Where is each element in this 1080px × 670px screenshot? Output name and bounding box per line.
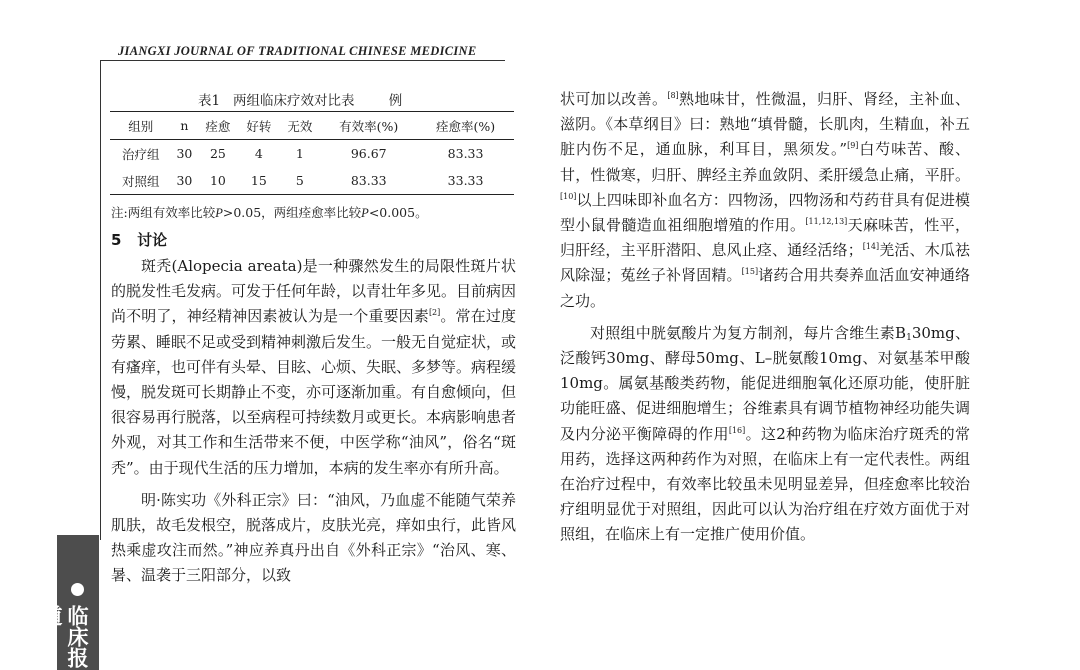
- header-rule: [100, 60, 505, 61]
- column-header: n: [180, 118, 189, 133]
- text-run: 状可加以改善。: [560, 90, 668, 108]
- citation: [2]: [428, 308, 441, 318]
- note-text: 注:两组有效率比较: [111, 205, 216, 220]
- citation: [14]: [862, 242, 880, 252]
- journal-header: JIANGXI JOURNAL OF TRADITIONAL CHINESE MEDICINE: [118, 44, 477, 58]
- paragraph: 明·陈实功《外科正宗》曰：“油风，乃血虚不能随气荣养肌肤，故毛发根空，脱落成片，皮肤光亮，痒如虫行，此皆风热乘虚攻注而然。”神应养真丹出自《外科正宗》“治风、寒、暑、温袭于三阳部分，以致: [111, 490, 517, 585]
- citation: [9]: [847, 141, 859, 151]
- text-run: 。常在过度劳累、睡眠不足或受到精神刺激后发生。一般无自觉症状，或有瘙痒，也可伴有头晕、目眩、心烦、失眠、多梦等。病程缓慢，脱发斑可长期静止不变，亦可逐渐加重。有自愈倾向，但很容易再行脱落，以至病程可持续数月或更长。本病影响患者外观，对其工作和生活带来不便，中医学称“油风”，俗名“斑秃”。由于现代生活的压力增加，本病的发生率亦有所升高。: [111, 307, 517, 477]
- paragraph: [560, 87, 970, 314]
- text-run: 天麻味苦，性平，归肝经，主平肝潜阳、息风止痉、通经活络；: [560, 216, 970, 260]
- text-run: 斑秃(Alopecia areata)是一种骤然发生的局限性斑片状的脱发性毛发病。可发于任何年龄，以青壮年多见。目前病因尚不明了，神经精神因素被认为是一个重要因素: [111, 257, 517, 326]
- note-text: >0.05，两组痊愈率比较: [222, 205, 362, 220]
- column-header: 无效: [287, 118, 313, 134]
- column-header: 组别: [128, 118, 154, 134]
- p-symbol: P: [361, 206, 369, 220]
- margin-rule: [100, 60, 101, 540]
- table-cell: 对照组: [121, 173, 160, 189]
- citation: [8]: [667, 91, 679, 100]
- citation: [16]: [728, 425, 746, 435]
- note-text: <0.005。: [368, 205, 428, 220]
- citation: [15]: [741, 267, 759, 277]
- text-run: 诸药合用共奏养血活血安神通络之功。: [560, 266, 970, 310]
- table-cell: 96.67: [350, 146, 387, 161]
- column-header: 好转: [246, 118, 272, 134]
- table-caption: 表1 两组临床疗效对比表 例: [198, 93, 403, 109]
- p-symbol: P: [215, 206, 223, 220]
- left-column-text: [111, 254, 516, 589]
- side-tab-label: 临床报道: [39, 605, 89, 668]
- results-table: [110, 111, 514, 195]
- text-run: 对照组中胱氨酸片为复方制剂，每片含维生素B: [590, 323, 907, 342]
- table-cell: 10: [209, 173, 226, 188]
- paragraph: [560, 321, 970, 548]
- table-cell: 25: [209, 146, 226, 161]
- citation: [11,12,13]: [805, 217, 848, 227]
- table-cell: 5: [295, 173, 304, 188]
- text-run: 30mg、泛酸钙30mg、酵母50mg、L–胱氨酸10mg、对氨基苯甲酸10mg。属氨基酸类药物，能促进细胞氧化还原功能，使肝脏功能旺盛、促进细胞增生；谷维素具有调节植物神经功能失调及内分泌平衡障碍的作用: [560, 323, 970, 443]
- paragraph: [111, 254, 516, 481]
- bullet-dot-icon: [71, 583, 84, 596]
- table-row: [110, 140, 514, 168]
- table-cell: 30: [176, 173, 193, 188]
- table-cell: 治疗组: [121, 146, 160, 162]
- table-note: [111, 203, 428, 221]
- text-run: 白芍味苦、酸、甘，性微寒，归肝、脾经主养血敛阴、柔肝缓急止痛，平肝。: [560, 140, 970, 184]
- table-cell: 83.33: [350, 173, 387, 188]
- text-run: 。这2种药物为临床治疗斑秃的常用药，选择这两种药作为对照，在临床上有一定代表性。两组在治疗过程中，有效率比较虽未见明显差异，但痊愈率比较治疗组明显优于对照组，因此可以认为治疗组在疗效方面优于对照组，在临床上有一定推广使用价值。: [560, 424, 970, 544]
- table-cell: 4: [254, 146, 263, 161]
- column-header: 痊愈: [205, 118, 231, 134]
- table-cell: 33.33: [447, 173, 484, 188]
- section-heading: [111, 229, 167, 250]
- section-number: 5: [111, 231, 122, 249]
- table-cell: 1: [295, 146, 304, 161]
- side-tab: [39, 535, 99, 670]
- table-cell: 83.33: [447, 146, 484, 161]
- table-cell: 15: [250, 173, 267, 188]
- table-header-row: [110, 112, 514, 140]
- section-title: 讨论: [137, 231, 168, 249]
- citation: [10]: [560, 191, 577, 201]
- right-column-text: [560, 87, 970, 548]
- table-cell: 30: [176, 146, 193, 161]
- subscript: 1: [906, 332, 912, 343]
- column-header: 痊愈率(%): [436, 118, 496, 134]
- text-run: 以上四味即补血名方：四物汤，四物汤和芍药苷具有促进模型小鼠骨髓造血祖细胞增殖的作用。: [560, 190, 970, 235]
- table-row: [110, 167, 514, 195]
- text-run: 羌活、木瓜祛风除湿；菟丝子补肾固精。: [560, 241, 970, 285]
- column-header: 有效率(%): [339, 118, 399, 134]
- text-run: 熟地味甘，性微温，归肝、肾经，主补血、滋阴。《本草纲目》曰：熟地“填骨髓，长肌肉，生精血，补五脏内伤不足，通血脉，利耳目，黑须发。”: [560, 90, 970, 159]
